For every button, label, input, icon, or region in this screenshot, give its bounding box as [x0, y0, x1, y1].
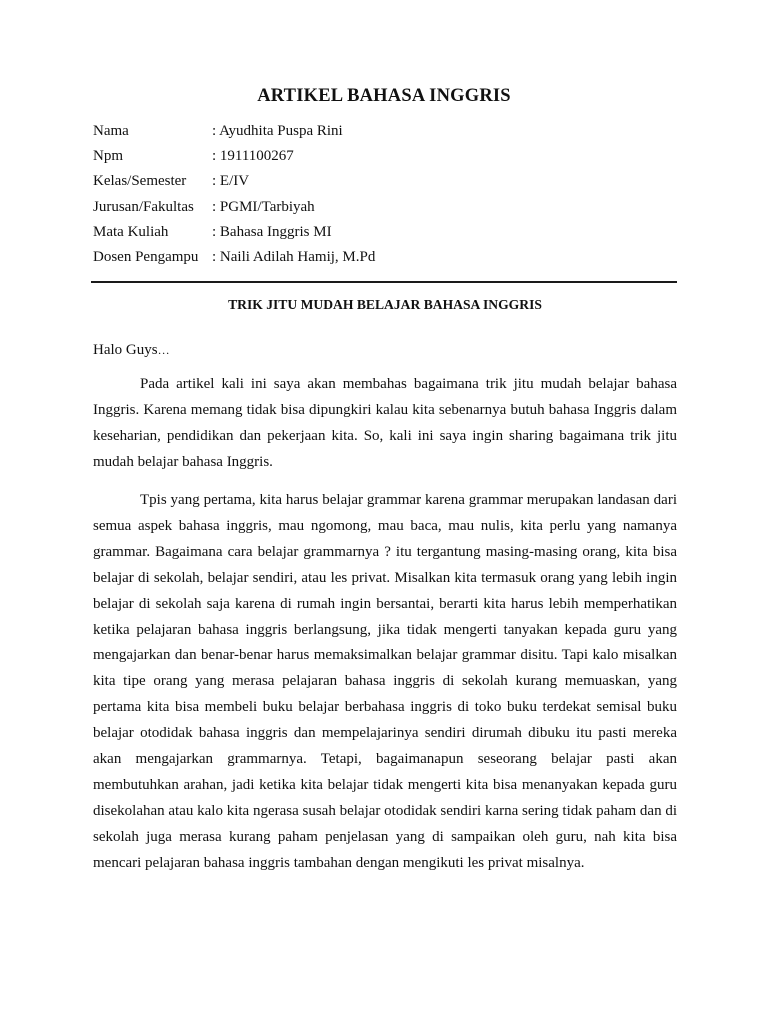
info-row-mata-kuliah: [93, 222, 693, 247]
greeting-ellipsis: …: [157, 343, 170, 357]
info-value: : Bahasa Inggris MI: [212, 223, 332, 240]
info-label: Npm: [93, 148, 123, 165]
paragraph-2: Tpis yang pertama, kita harus belajar grammar karena grammar merupakan landasan dari semua aspek bahasa inggris, mau ngomong, mau baca, mau nulis, kita perlu yang namanya grammar. Bagaimana cara belajar grammarnya ? itu tergantung masing-masing orang, kita bisa belajar di sekolah, belajar sendiri, atau les privat. Misalkan kita termasuk orang yang lebih ingin belajar di sekolah saja karena di rumah ingin bersantai, berarti kita harus lebih memperhatikan ketika pelajaran bahasa inggris berlangsung, jika tidak mengerti tanyakan kepada guru yang mengajarkan dan benar-benar harus memaksimalkan belajar grammar disitu. Tapi kalo misalkan kita tipe orang yang merasa pelajaran bahasa inggris di sekolah kurang memuaskan, yang pertama kita bisa membeli buku belajar berbahasa inggris di toko buku terdekat semisal buku belajar otodidak bahasa inggris dan mempelajarinya sendiri dirumah dibuku itu pasti mereka akan mengajarkan grammarnya. Tetapi, bagaimanapun seseorang belajar pasti akan membutuhkan arahan, jadi ketika kita belajar tidak mengerti kita bisa menanyakan kepada guru disekolahan atau kalo kita ngerasa susah belajar otodidak sendiri karna sering tidak paham dan di sekolah juga merasa kurang paham penjelasan yang di sampaikan oleh guru, nah kita bisa mencari pelajaran bahasa inggris tambahan dengan mengikuti les privat misalnya.: [93, 492, 677, 871]
info-label: Mata Kuliah: [93, 223, 169, 240]
greeting: [93, 342, 170, 359]
info-row-jurusan-fakultas: [93, 197, 693, 222]
horizontal-rule: [91, 281, 677, 283]
info-value: : 1911100267: [212, 148, 294, 165]
info-label: Kelas/Semester: [93, 173, 187, 190]
article-title: ARTIKEL BAHASA INGGRIS: [257, 86, 511, 106]
info-label: Nama: [93, 123, 129, 139]
info-value: : Naili Adilah Hamij, M.Pd: [212, 248, 376, 265]
info-label: Dosen Pengampu: [93, 248, 199, 265]
info-value: : E/IV: [212, 173, 250, 190]
info-label: Jurusan/Fakultas: [93, 198, 194, 215]
article-subtitle: TRIK JITU MUDAH BELAJAR BAHASA INGGRIS: [228, 297, 542, 312]
info-row-npm: [93, 146, 693, 171]
info-value: : Ayudhita Puspa Rini: [212, 123, 343, 139]
info-row-nama: [93, 121, 693, 146]
info-row-dosen-pengampu: [93, 247, 693, 272]
identity-table: [93, 121, 693, 272]
info-value: : PGMI/Tarbiyah: [212, 198, 315, 215]
paragraph-1: Pada artikel kali ini saya akan membahas bagaimana trik jitu mudah belajar bahasa Inggris. Karena memang tidak bisa dipungkiri kalau kita sebenarnya butuh bahasa Inggris dalam keseharian, pendidikan dan pekerjaan kita. So, kali ini saya ingin sharing bagaimana trik jitu mudah belajar bahasa Inggris.: [93, 376, 677, 470]
info-row-kelas-semester: [93, 171, 693, 196]
greeting-text: Halo Guys: [93, 342, 158, 358]
